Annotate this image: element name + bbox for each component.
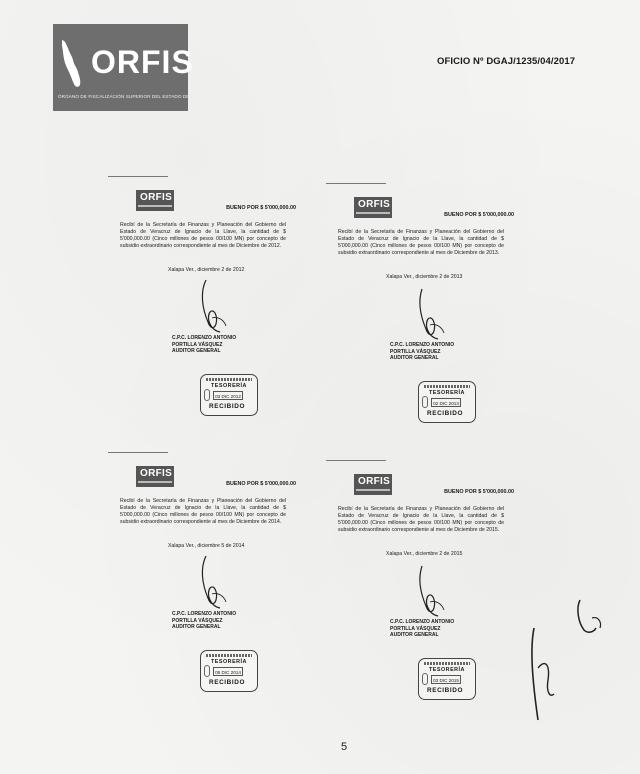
signer-surname: PORTILLA VÁSQUEZ <box>172 617 223 624</box>
signer-block <box>172 335 262 355</box>
receipt-body: Recibí de la Secretaría de Finanzas y Planeación del Gobierno del Estado de Veracruz de Ignacio de la Llave, la cantidad de $ 5'000,000.00 (Cinco millones de pesos 00/100 MN) por concepto de subsidio extraordinario correspondiente al mes de Diciembre de 2015. <box>338 506 504 534</box>
receipt-logo <box>136 466 174 487</box>
receipt-body: Recibí de la Secretaría de Finanzas y Planeación del Gobierno del Estado de Veracruz de Ignacio de la Llave, la cantidad de $ 5'000,000.00 (Cinco millones de pesos 00/100 MN) por concepto de subsidio extraordinario correspondiente al mes de Diciembre de 2013. <box>338 229 504 257</box>
stamp-status: RECIBIDO <box>427 687 464 694</box>
page-number: 5 <box>341 741 348 753</box>
receipt-logo-name: ORFIS <box>358 199 391 210</box>
handwritten-signature <box>398 562 458 622</box>
handwritten-signature <box>180 278 240 338</box>
divider <box>326 183 386 184</box>
amount-heading: BUENO POR $ 5'000,000.00 <box>226 481 296 487</box>
stamp-institution-line <box>424 662 470 665</box>
signer-surname: PORTILLA VÁSQUEZ <box>390 625 441 632</box>
receipt-logo-subtitle-line <box>138 205 172 207</box>
receipt-logo <box>136 190 174 211</box>
stamp-seal-mark <box>204 389 210 401</box>
received-stamp <box>418 381 476 423</box>
signer-block <box>172 611 262 631</box>
stamp-date: 02 DIC 2013 <box>431 398 461 407</box>
stamp-institution-line <box>424 385 470 388</box>
receipt-logo-subtitle-line <box>138 481 172 483</box>
handwritten-initials <box>520 588 620 723</box>
receipt-logo-name: ORFIS <box>140 192 173 203</box>
handwritten-signature <box>180 554 240 614</box>
logo-name: ORFIS <box>91 44 194 80</box>
stamp-date: 03 DIC 2015 <box>431 675 461 684</box>
stamp-department: TESORERÍA <box>429 667 465 673</box>
office-number: OFICIO Nº DGAJ/1235/04/2017 <box>437 56 576 67</box>
divider <box>108 452 168 453</box>
receipt-logo <box>354 474 392 495</box>
receipt-body: Recibí de la Secretaría de Finanzas y Planeación del Gobierno del Estado de Veracruz de Ignacio de la Llave, la cantidad de $ 5'000,000.00 (Cinco millones de pesos 00/100 MN) por concepto de subsidio extraordinario correspondiente al mes de Diciembre de 2012. <box>120 222 286 250</box>
divider <box>108 176 168 177</box>
place-date: Xalapa Ver., diciembre 2 de 2015 <box>386 551 463 557</box>
stamp-date: 05 DIC 2014 <box>213 667 243 676</box>
signer-name: C.P.C. LORENZO ANTONIO <box>390 619 455 625</box>
receipt-logo-name: ORFIS <box>140 468 173 479</box>
place-date: Xalapa Ver., diciembre 2 de 2012 <box>168 267 245 273</box>
receipt-logo-name: ORFIS <box>358 476 391 487</box>
stamp-date: 03 DIC 2012 <box>213 391 243 400</box>
handwritten-signature <box>398 285 458 345</box>
stamp-institution-line <box>206 654 252 657</box>
veracruz-map-icon <box>60 38 82 90</box>
received-stamp <box>200 374 258 416</box>
amount-heading: BUENO POR $ 5'000,000.00 <box>444 212 514 218</box>
amount-heading: BUENO POR $ 5'000,000.00 <box>444 489 514 495</box>
signer-role: AUDITOR GENERAL <box>390 632 439 639</box>
receipt-body: Recibí de la Secretaría de Finanzas y Planeación del Gobierno del Estado de Veracruz de Ignacio de la Llave, la cantidad de $ 5'000,000.00 (Cinco millones de pesos 00/100 MN) por concepto de subsidio extraordinario correspondiente al mes de Diciembre de 2014. <box>120 498 286 526</box>
signer-block <box>390 619 480 639</box>
receipt-logo-subtitle-line <box>356 489 390 491</box>
receipt-2014 <box>120 452 296 702</box>
stamp-seal-mark <box>422 673 428 685</box>
receipt-2013 <box>338 183 514 433</box>
stamp-institution-line <box>206 378 252 381</box>
signer-name: C.P.C. LORENZO ANTONIO <box>390 342 455 348</box>
receipt-2015 <box>338 460 514 710</box>
signer-name: C.P.C. LORENZO ANTONIO <box>172 335 237 341</box>
signer-role: AUDITOR GENERAL <box>390 355 439 362</box>
stamp-seal-mark <box>204 665 210 677</box>
received-stamp <box>200 650 258 692</box>
stamp-department: TESORERÍA <box>211 659 247 665</box>
amount-heading: BUENO POR $ 5'000,000.00 <box>226 205 296 211</box>
stamp-department: TESORERÍA <box>211 383 247 389</box>
stamp-department: TESORERÍA <box>429 390 465 396</box>
receipt-logo <box>354 197 392 218</box>
receipt-logo-subtitle-line <box>356 212 390 214</box>
orfis-logo <box>53 24 217 111</box>
logo-subtitle: ÓRGANO DE FISCALIZACIÓN SUPERIOR DEL ESTADO DE VERACRUZ <box>58 94 217 99</box>
received-stamp <box>418 658 476 700</box>
stamp-seal-mark <box>422 396 428 408</box>
signer-role: AUDITOR GENERAL <box>172 348 221 355</box>
signer-name: C.P.C. LORENZO ANTONIO <box>172 611 237 617</box>
divider <box>326 460 386 461</box>
receipt-2012 <box>120 176 296 426</box>
stamp-status: RECIBIDO <box>427 410 464 417</box>
stamp-status: RECIBIDO <box>209 679 246 686</box>
signer-surname: PORTILLA VÁSQUEZ <box>390 348 441 355</box>
signer-role: AUDITOR GENERAL <box>172 624 221 631</box>
signer-surname: PORTILLA VÁSQUEZ <box>172 341 223 348</box>
place-date: Xalapa Ver., diciembre 5 de 2014 <box>168 543 245 549</box>
place-date: Xalapa Ver., diciembre 2 de 2013 <box>386 274 463 280</box>
stamp-status: RECIBIDO <box>209 403 246 410</box>
signer-block <box>390 342 480 362</box>
